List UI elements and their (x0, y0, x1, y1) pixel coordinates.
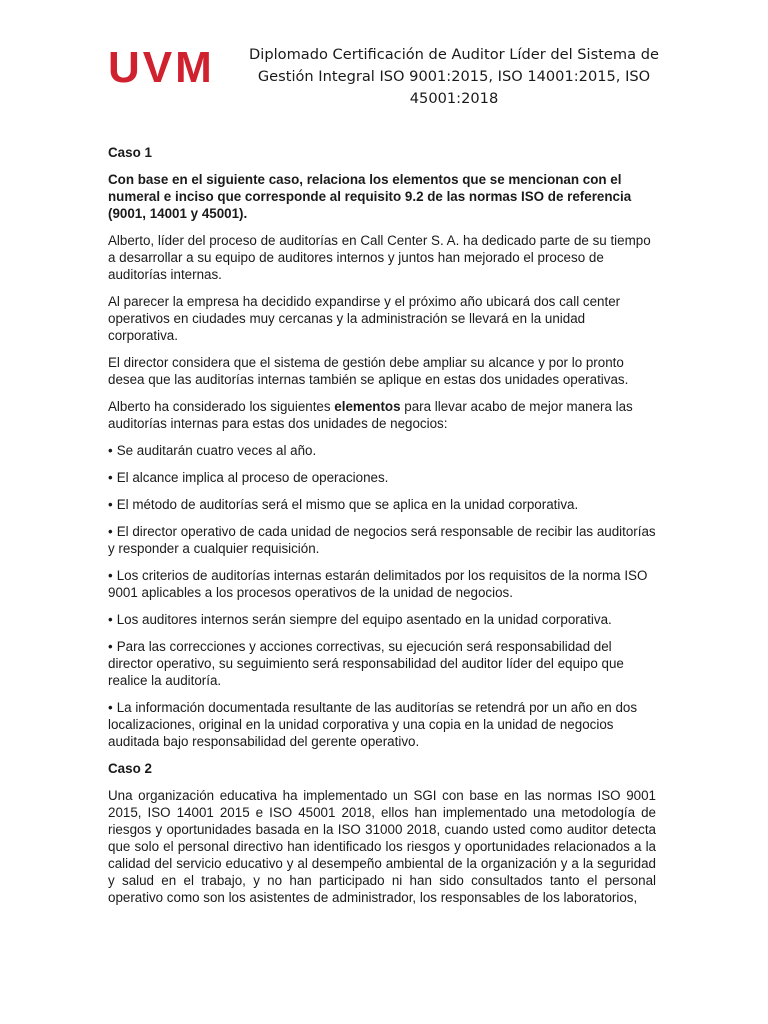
elements-intro-after: para llevar acabo de mejor manera las auditorías internas para estas dos unidades de negocios: (108, 399, 633, 431)
bullet-icon: • (108, 700, 113, 715)
case-2-paragraph: Una organización educativa ha implementado un SGI con base en las normas ISO 9001 2015, ISO 14001 2015 e ISO 45001 2018, ellos han implementado una metodología de riesgos y oportunidades basada en la ISO 31000 2018, cuando usted como auditor detecta que solo el personal directivo han identificado los riesgos y oportunidades relacionados a la calidad del servicio educativo y al desempeño ambiental de la organización y a la seguridad y salud en el trabajo, y no han participado ni han sido consultados tanto el personal operativo como son los asistentes de administrador, los responsables de los laboratorios, (108, 788, 656, 905)
list-item-text: El método de auditorías será el mismo que se aplica en la unidad corporativa. (116, 497, 579, 512)
list-item-text: Los auditores internos serán siempre del equipo asentado en la unidad corporativa. (116, 612, 612, 627)
title-line-3: 45001:2018 (409, 90, 499, 107)
list-item (108, 496, 656, 513)
title-line-1: Diplomado Certificación de Auditor Líder del Sistema de (249, 46, 659, 63)
bullet-icon: • (108, 443, 113, 458)
bullet-icon: • (108, 568, 113, 583)
elements-keyword: elementos (334, 399, 401, 414)
elements-intro-before: Alberto ha considerado los siguientes (108, 399, 335, 414)
document-header (0, 0, 768, 120)
bullet-icon: • (108, 470, 113, 485)
bullet-icon: • (108, 524, 113, 539)
uvm-logo: UVM (108, 43, 215, 92)
case-1-heading: Caso 1 (108, 145, 152, 160)
list-item (108, 442, 656, 459)
elements-list (108, 442, 656, 750)
list-item (108, 638, 656, 689)
case-1-instructions: Con base en el siguiente caso, relaciona los elementos que se mencionan con el numeral e inciso que corresponde al requisito 9.2 de las normas ISO de referencia (9001, 14001 y 45001). (108, 172, 632, 221)
list-item-text: Se auditarán cuatro veces al año. (116, 443, 317, 458)
list-item (108, 469, 656, 486)
list-item (108, 699, 656, 750)
elements-intro (108, 398, 656, 432)
list-item (108, 523, 656, 557)
list-item-text: Los criterios de auditorías internas estarán delimitados por los requisitos de la norma ISO 9001 aplicables a los procesos operativos de la unidad de negocios. (108, 568, 648, 600)
case-1-paragraph: El director considera que el sistema de gestión debe ampliar su alcance y por lo pronto desea que las auditorías internas también se aplique en estas dos unidades operativas. (108, 355, 629, 387)
title-line-2: Gestión Integral ISO 9001:2015, ISO 14001:2015, ISO (257, 68, 651, 85)
list-item-text: La información documentada resultante de las auditorías se retendrá por un año en dos localizaciones, original en la unidad corporativa y una copia en la unidad de negocios auditada bajo responsabilidad del gerente operativo. (108, 700, 638, 749)
list-item-text: El alcance implica al proceso de operaciones. (116, 470, 389, 485)
bullet-icon: • (108, 639, 113, 654)
list-item-text: Para las correcciones y acciones correctivas, su ejecución será responsabilidad del director operativo, su seguimiento será responsabilidad del auditor líder del equipo que realice la auditoría. (108, 639, 624, 688)
case-1-paragraph: Al parecer la empresa ha decidido expandirse y el próximo año ubicará dos call center operativos en ciudades muy cercanas y la administración se llevará en la unidad corporativa. (108, 294, 621, 343)
case-2-heading: Caso 2 (108, 761, 152, 776)
bullet-icon: • (108, 612, 113, 627)
bullet-icon: • (108, 497, 113, 512)
list-item (108, 611, 656, 628)
case-1-paragraph: Alberto, líder del proceso de auditorías en Call Center S. A. ha dedicado parte de su tiempo a desarrollar a su equipo de auditores internos y juntos han mejorado el proceso de auditorías internas. (108, 233, 651, 282)
diploma-title (246, 44, 662, 110)
list-item-text: El director operativo de cada unidad de negocios será responsable de recibir las auditorías y responder a cualquier requisición. (108, 524, 656, 556)
list-item (108, 567, 656, 601)
document-body (108, 144, 656, 916)
